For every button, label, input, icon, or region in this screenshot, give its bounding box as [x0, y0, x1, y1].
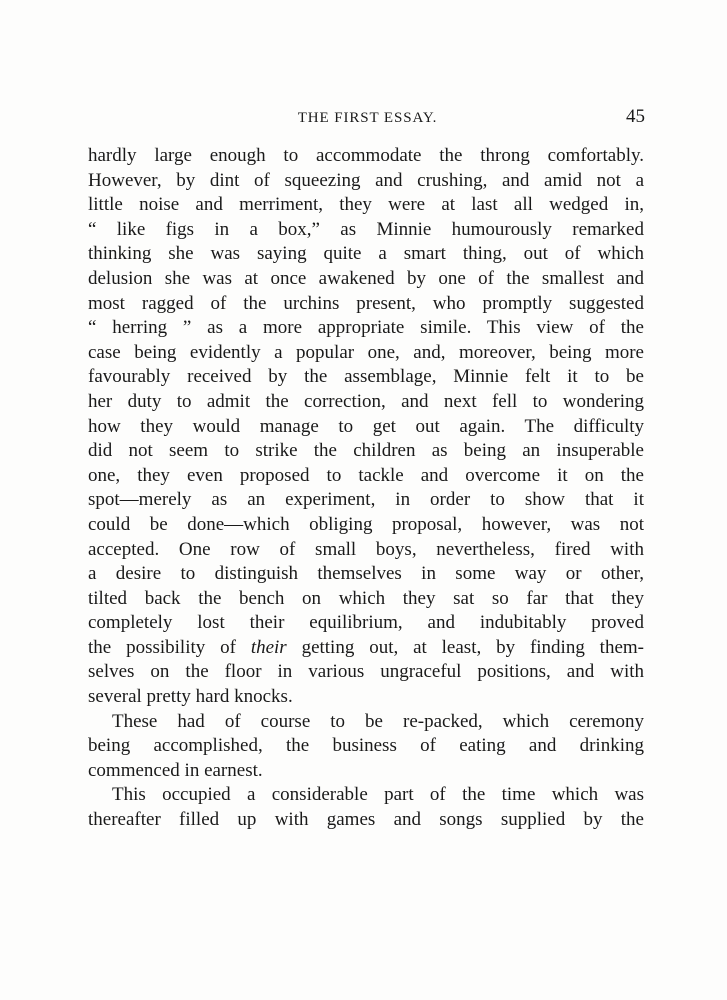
text-line: delusion she was at once awakened by one of the smallest and [88, 267, 644, 289]
text-line: a desire to distinguish themselves in some way or other, [88, 563, 644, 585]
text-line: her duty to admit the correction, and next fell to wondering [88, 390, 644, 412]
text-line: This occupied a considerable part of the time which was [112, 784, 644, 806]
text-line: did not seem to strike the children as being an insuperable [88, 440, 644, 462]
text-line: thinking she was saying quite a smart thing, out of which [88, 243, 644, 265]
text-line: hardly large enough to accommodate the throng comfortably. [88, 145, 644, 166]
text-fragment: getting out, at least, by finding them- [286, 636, 644, 658]
running-title: THE FIRST ESSAY. [297, 110, 438, 126]
text-line: “ like figs in a box,” as Minnie humourously remarked [88, 218, 644, 240]
page-number: 45 [626, 106, 645, 127]
text-line: “ herring ” as a more appropriate simile. This view of the [88, 317, 644, 339]
text-line: how they would manage to get out again. The difficulty [88, 415, 644, 437]
text-line: commenced in earnest. [88, 759, 263, 781]
text-line: selves on the floor in various ungraceful positions, and with [88, 661, 644, 683]
text-line: favourably received by the assemblage, Minnie felt it to be [88, 366, 644, 388]
text-line: being accomplished, the business of eating and drinking [88, 735, 644, 757]
text-fragment: the possibility of [88, 636, 251, 658]
text-line: most ragged of the urchins present, who promptly suggested [88, 292, 644, 314]
text-line: completely lost their equilibrium, and indubitably proved [88, 612, 644, 634]
text-line: However, by dint of squeezing and crushing, and amid not a [88, 169, 644, 191]
text-line: accepted. One row of small boys, nevertheless, fired with [88, 538, 644, 560]
body-text [88, 144, 644, 833]
emphasized-word: their [250, 636, 287, 658]
text-line: case being evidently a popular one, and, moreover, being more [88, 341, 644, 363]
running-head [90, 106, 645, 130]
text-line: little noise and merriment, they were at last all wedged in, [88, 194, 644, 216]
text-line [88, 636, 644, 661]
text-line: spot—merely as an experiment, in order to show that it [88, 489, 644, 511]
text-line: tilted back the bench on which they sat so far that they [88, 587, 644, 609]
text-line: one, they even proposed to tackle and overcome it on the [88, 464, 644, 486]
text-line: several pretty hard knocks. [88, 686, 293, 708]
text-line: could be done—which obliging proposal, however, was not [88, 513, 644, 535]
text-line: thereafter filled up with games and songs supplied by the [88, 809, 644, 831]
text-line: These had of course to be re-packed, which ceremony [112, 710, 644, 732]
